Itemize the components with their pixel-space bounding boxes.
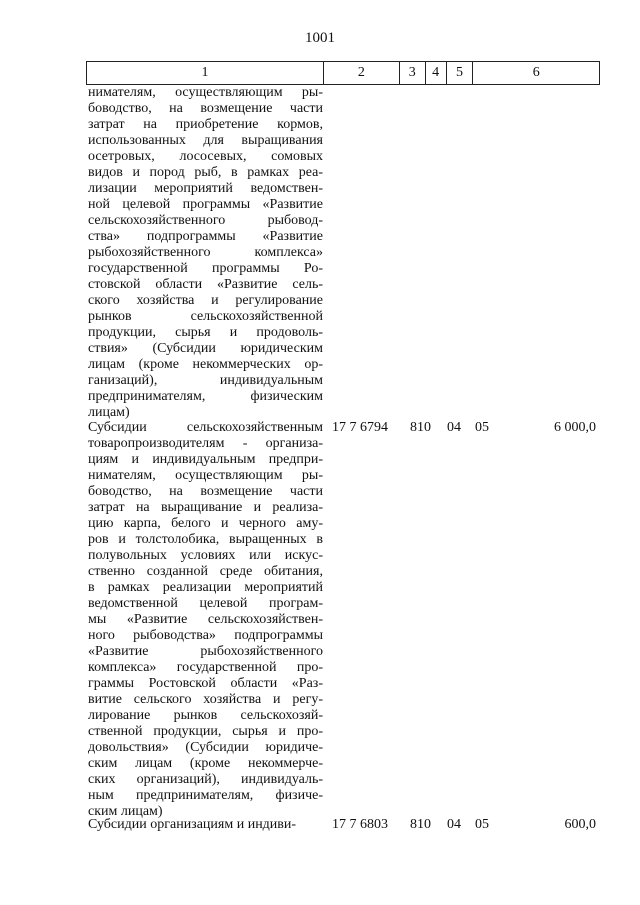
description-line: боводство, на возмещение части [88,484,323,499]
description-line: ганизаций), индивидуальным [88,373,323,388]
section-code: 04 [447,817,461,832]
description-line: ной целевой программы «Развитие [88,197,323,212]
description-line: затрат на приобретение кормов, [88,117,323,132]
header-col-2: 2 [324,62,400,84]
description-line: нимателям, осуществляющим ры- [88,468,323,483]
description-line: ским лицам) [88,804,163,819]
description-line: «Развитие рыбохозяйственного [88,644,323,659]
description-line: ским лицам (кроме некоммерче- [88,756,323,771]
description-line: циям и индивидуальным предпри- [88,452,323,467]
header-col-1: 1 [87,62,324,84]
description-line: ского хозяйства и регулирование [88,293,323,308]
table-row-description [88,420,323,820]
header-col-3: 3 [400,62,426,84]
table-row-description [88,85,323,421]
description-line: комплекса» государственной про- [88,660,323,675]
description-line: государственной программы Ро- [88,261,323,276]
table-header-row [86,61,600,85]
description-line: лицам (кроме некоммерческих ор- [88,357,323,372]
description-line: ным предпринимателям, физиче- [88,788,323,803]
description-line: ственной продукции, сырья и про- [88,724,323,739]
description-line: ственно созданной среде обитания, [88,564,323,579]
description-line: рыбохозяйственного комплекса» [88,245,323,260]
description-line: стовской области «Развитие сель- [88,277,323,292]
description-line: цию карпа, белого и черного аму- [88,516,323,531]
subsection-code: 05 [475,817,489,832]
description-line: ства» подпрограммы «Развитие [88,229,323,244]
description-line: видов и пород рыб, в рамках реа- [88,165,323,180]
header-col-4: 4 [426,62,447,84]
description-line: лицам) [88,405,130,420]
description-line: ствия» (Субсидии юридическим [88,341,323,356]
page-number: 1001 [305,30,335,46]
description-line: сельскохозяйственного рыбовод- [88,213,323,228]
description-line: рынков сельскохозяйственной [88,309,323,324]
description-line: продукции, сырья и продоволь- [88,325,323,340]
description-line: осетровых, лососевых, сомовых [88,149,323,164]
description-line: нимателям, осуществляющим ры- [88,85,323,100]
description-line: ских организаций), индивидуаль- [88,772,323,787]
target-article-code: 17 7 6803 [332,817,388,832]
header-col-6: 6 [532,65,540,80]
description-line: ведомственной целевой програм- [88,596,323,611]
expense-type-code: 810 [410,420,431,435]
description-line: затрат на выращивание и реализа- [88,500,323,515]
expense-type-code: 810 [410,817,431,832]
description-line: ного рыбоводства» подпрограммы [88,628,323,643]
description-line: витие сельского хозяйства и регу- [88,692,323,707]
table-row-description [88,817,323,833]
description-line: мы «Развитие сельскохозяйствен- [88,612,323,627]
description-line: ров и толстолобика, выращенных в [88,532,323,547]
description-line: в рамках реализации мероприятий [88,580,323,595]
amount-value: 6 000,0 [554,420,596,435]
description-line: довольствия» (Субсидии юридиче- [88,740,323,755]
description-line: Субсидии организациям и индиви- [88,817,297,832]
description-line: товаропроизводителям - организа- [88,436,323,451]
subsection-code: 05 [475,420,489,435]
section-code: 04 [447,420,461,435]
description-line: лизации мероприятий ведомствен- [88,181,323,196]
description-line: граммы Ростовской области «Раз- [88,676,323,691]
description-line: боводство, на возмещение части [88,101,323,116]
amount-value: 600,0 [564,817,596,832]
description-line: использованных для выращивания [88,133,323,148]
description-line: лирование рынков сельскохозяй- [88,708,323,723]
description-line: полувольных условиях или искус- [88,548,323,563]
header-col-5: 5 [447,62,474,84]
description-line: Субсидии сельскохозяйственным [88,420,323,435]
target-article-code: 17 7 6794 [332,420,388,435]
description-line: предпринимателям, физическим [88,389,323,404]
